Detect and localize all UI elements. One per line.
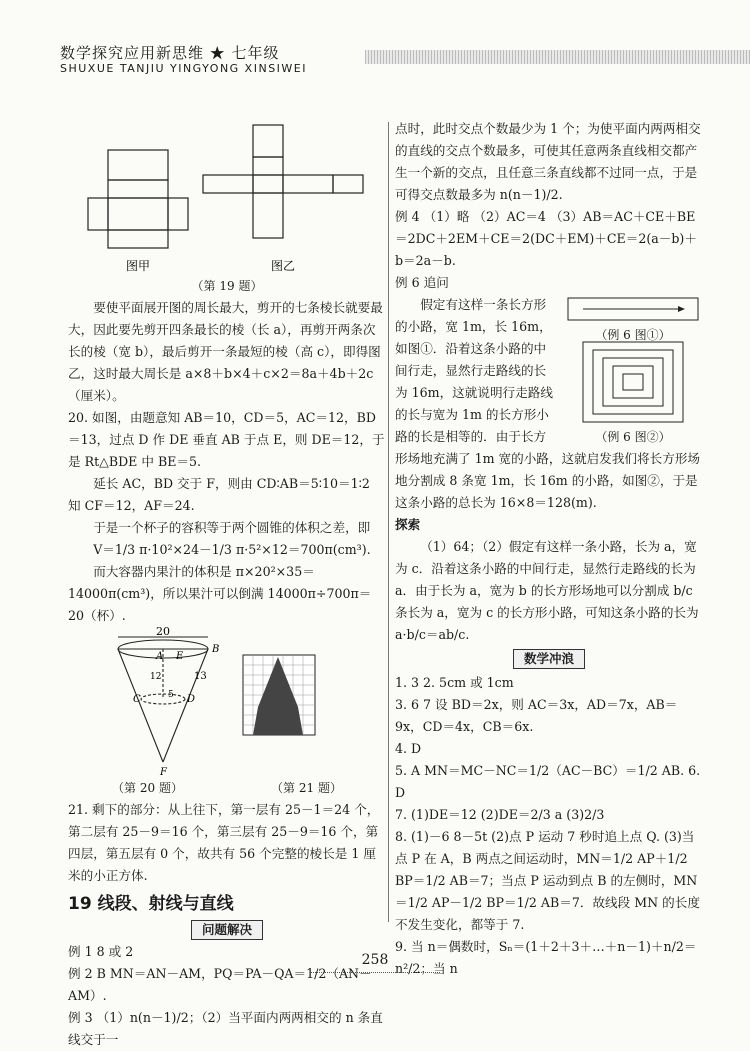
fig19-caption-a: 图甲: [125, 259, 151, 273]
left-column: [68, 120, 386, 1051]
fig20-label-D: D: [187, 694, 196, 705]
column-divider: [388, 122, 389, 922]
example-6: 例 6 追问: [395, 275, 449, 290]
answer-8: 8. (1)－6 8－5t (2)点 P 运动 7 秒时追上点 Q. (3)当点 P 在 A，B 两点之间运动时，MN＝1/2 AP＋1/2 BP＝1/2 AB＝7；当点 P 运动到点 B 的左侧时，MN＝1/2 AP－1/2 BP＝1/2 AB＝7．故线段 MN 的长度不发生变化，都等于 7.: [395, 829, 700, 932]
fig6a-caption: （例 6 图①）: [595, 328, 671, 342]
label-math-surfing: 数学冲浪: [513, 649, 585, 669]
fig19-caption: （第 19 题）: [191, 279, 263, 293]
fig20-label-B: B: [212, 644, 220, 655]
answer-19: 要使平面展开图的周长最大，剪开的七条棱长就要最大，因此要先剪开四条最长的棱（长 a），再剪开两条次长的棱（宽 b），最后剪开一条最短的棱（高 c），即得图乙，这时最大周长是 a×8＋b×4＋c×2＝8a＋4b＋2c（厘米）。: [68, 300, 383, 403]
figure-21-grid: [243, 655, 315, 735]
fig6b-caption: （例 6 图②）: [595, 430, 671, 444]
section-title: 线段、射线与直线: [97, 894, 234, 914]
fig20-label-C: C: [133, 694, 141, 705]
fig20-label-12: 12: [150, 672, 162, 682]
page-header: [60, 40, 750, 80]
example-2: 例 2 B MN＝AN－AM，PQ＝PA－QA＝1/2（AN－AM）.: [68, 966, 372, 1003]
page-number: 258: [361, 952, 389, 968]
explore-text: （1）64；（2）假定有这样一条小路，长为 a，宽为 c．沿着这条小路的中间行走，显然行走路线的长为 a．由于长为 a，宽为 b 的长方形场地可以分割成 b/c 条长为 a，宽为 c 的长方形小路，可知这条小路的长为 a·b/c＝ab/c.: [395, 539, 699, 642]
fig20-label-top: 20: [156, 627, 170, 638]
fig20-label-F: F: [160, 767, 167, 777]
example-3: 例 3 （1）n(n－1)/2；（2）当平面内两两相交的 n 条直线交于一: [68, 1010, 383, 1047]
example-1: 例 1 8 或 2: [68, 944, 134, 959]
answer-9: 9. 当 n＝偶数时，Sₙ＝(1＋2＋3＋…＋n－1)＋n/2＝n²/2；当 n: [395, 939, 697, 976]
fig20-label-5: 5: [168, 690, 174, 700]
explore-heading: 探索: [395, 517, 421, 532]
answer-20c: 于是一个杯子的容积等于两个圆锥的体积之差，即: [93, 520, 371, 535]
figure-19-nets: [68, 120, 386, 275]
fig21-caption: （第 21 题）: [271, 781, 342, 795]
example-3-cont: 点时，此时交点个数最少为 1 个；为使平面内两两相交的直线的交点个数最多，可使其任意两条直线相交都产生一个新的交点，且任意三条直线都不过同一点，于是可得交点数最多为 n(n－1)/2.: [395, 121, 701, 202]
page-number-rule: [310, 972, 440, 974]
section-heading: [68, 893, 386, 915]
example-6-body: 假定有这样一条长方形的小路，宽 1m，长 16m，如图①．沿着这条小路的中间行走，显然行走路线的长为 16m，这就说明行走路线的长与宽为 1m 的长方形小路的长是相等的．由于长方形场地充满了 1m 宽的小路，这就启发我们将长方形场地分割成 8 条宽 1m，长 16m 的小路，如图②，于是这条小路的总长为 16×8＝128(m).: [395, 297, 701, 510]
header-decoration-bar: [365, 50, 750, 64]
answer-1-2: 1. 3 2. 5cm 或 1cm: [395, 675, 514, 690]
right-column: [395, 118, 703, 980]
fig20-label-A: A: [156, 651, 164, 662]
example-4: 例 4 （1）略 （2）AC＝4 （3）AB＝AC＋CE＋BE＝2DC＋2EM＋CE＝2(DC＋EM)＋CE＝2(a－b)＋b＝2a－b.: [395, 209, 697, 268]
figure-19: [68, 120, 386, 275]
answer-20e: 而大容器内果汁的体积是 π×20²×35＝14000π(cm³)，所以果汁可以倒满 14000π÷700π＝20（杯）.: [68, 564, 372, 623]
answer-20a: 20. 如图，由题意知 AB＝10，CD＝5，AC＝12，BD＝13，过点 D 作 DE 垂直 AB 于点 E，则 DE＝12，于是 Rt△BDE 中 BE＝5.: [68, 410, 385, 469]
book-title-pinyin: SHUXUE TANJIU YINGYONG XINSIWEI: [60, 62, 307, 75]
answer-4: 4. D: [395, 741, 422, 756]
answer-7: 7. (1)DE＝12 (2)DE＝2/3 a (3)2/3: [395, 807, 605, 822]
section-number: 19: [68, 894, 92, 914]
book-title: 数学探究应用新思维 ★ 七年级: [60, 44, 280, 62]
fig20-21-captions: [68, 777, 386, 799]
example-6-block: [395, 294, 703, 514]
example-6-figures: [563, 294, 703, 451]
fig20-caption: （第 20 题）: [112, 781, 183, 795]
answer-5-6: 5. A MN＝MC－NC＝1/2（AC－BC）＝1/2 AB. 6. D: [395, 763, 701, 800]
answer-20d: V＝1/3 π·10²×24－1/3 π·5²×12＝700π(cm³).: [93, 542, 371, 557]
fig20-label-13: 13: [194, 671, 207, 682]
answer-21: 21. 剩下的部分：从上往下，第一层有 25－1＝24 个，第二层有 25－9＝16 个，第三层有 25－9＝16 个，第四层，第五层有 0 个，故共有 56 个完整的棱长是 1 厘米的小正方体.: [68, 802, 380, 883]
fig19-caption-b: 图乙: [270, 259, 296, 273]
fig20-label-E: E: [176, 651, 184, 662]
answer-3: 3. 6 7 设 BD＝2x，则 AC＝3x，AD＝7x，AB＝9x，CD＝4x，CB＝6x.: [395, 697, 678, 734]
figures-20-21: [68, 627, 386, 777]
label-problem-solving: 问题解决: [191, 920, 263, 940]
example-6-diagrams: [563, 294, 703, 444]
figure-20-cup: [68, 627, 386, 777]
answer-20b: 延长 AC，BD 交于 F，则由 CD∶AB＝5∶10＝1∶2 知 CF＝12，AF＝24.: [68, 476, 370, 513]
